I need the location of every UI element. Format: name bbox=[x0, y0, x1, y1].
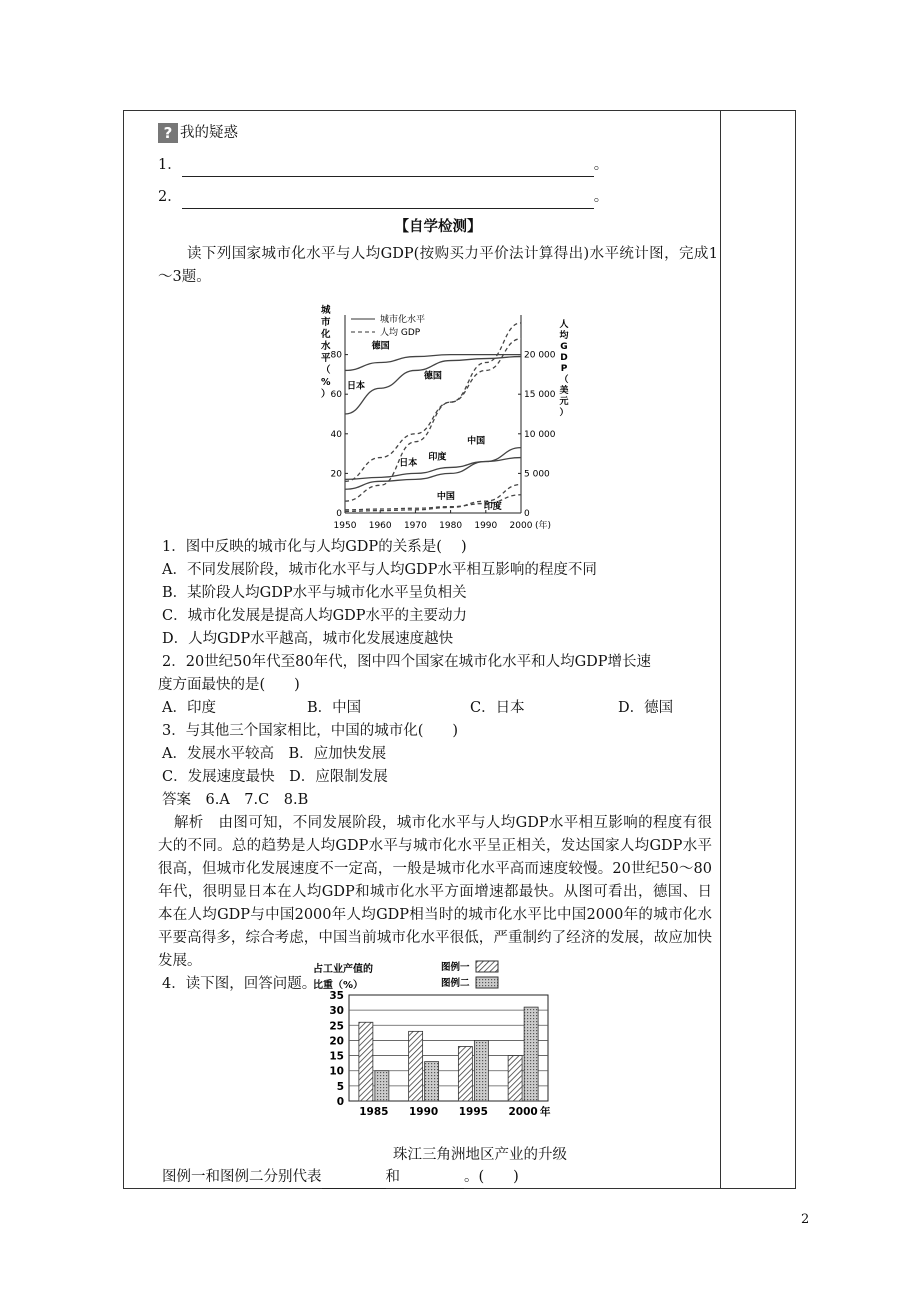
series-annotation: 中国 bbox=[467, 436, 486, 447]
x-tick-label: 1960 bbox=[368, 521, 392, 531]
question-2: 2．20世纪50年代至80年代，图中四个国家在城市化水平和人均GDP增长速 bbox=[162, 654, 652, 670]
fill-question: 图例一和图例二分别代表 和 。( ) bbox=[162, 1166, 519, 1189]
bar bbox=[375, 1071, 389, 1101]
y-axis-label-right-char: （ bbox=[559, 375, 569, 385]
y-axis-label-left-char: 水 bbox=[321, 341, 331, 352]
series-annotation: 德国 bbox=[423, 371, 442, 382]
legend-swatch-1 bbox=[476, 961, 498, 972]
legend-gdp: 人均 GDP bbox=[380, 328, 421, 338]
bar bbox=[409, 1031, 423, 1101]
chart2-bars bbox=[359, 1007, 538, 1101]
option: C．发展速度最快 D．应限制发展 bbox=[162, 769, 388, 785]
option: C．城市化发展是提高人均GDP水平的主要动力 bbox=[162, 608, 468, 624]
question-icon: ? bbox=[158, 123, 178, 143]
y-tick-label: 25 bbox=[329, 1020, 344, 1033]
y-axis-label-right-char: 人 bbox=[559, 320, 569, 330]
y-axis-label-left-char: % bbox=[321, 377, 331, 388]
question-2-cont: 度方面最快的是( ) bbox=[158, 677, 300, 693]
page-number: 2 bbox=[801, 1212, 810, 1227]
analysis-text: 解析 由图可知，不同发展阶段，城市化水平与人均GDP水平相互影响的程度有很大的不同。总的趋势是人均GDP水平与城市化水平呈正相关，发达国家人均GDP水平很高，但城市化发展速度不一定高，一般是城市化水平高而速度较慢。20世纪50～80年代，很明显日本在人均GDP和城市化水平方面增速都最快。从图可看出，德国、日本在人均GDP与中国2000年人均GDP相当时的城市化水平比中国2000年的城市化水平要高得多，综合考虑，中国当前城市化水平很低，严重制约了经济的发展，故应加快发展。 bbox=[158, 815, 712, 969]
y-tick-label: 0 bbox=[336, 1096, 344, 1108]
legend-label-1: 图例一 bbox=[441, 962, 470, 973]
series-line bbox=[345, 357, 521, 414]
x-tick-label: 1950 bbox=[333, 521, 357, 531]
y-tick-label-left: 40 bbox=[330, 429, 342, 440]
bar bbox=[474, 1040, 488, 1101]
x-tick-label: 1970 bbox=[403, 521, 427, 531]
y-axis-label: 占工业产值的 bbox=[313, 964, 373, 975]
series-annotation: 中国 bbox=[436, 492, 455, 503]
y-tick-label-left: 60 bbox=[330, 390, 342, 401]
y-tick-label-right: 5 000 bbox=[524, 469, 550, 480]
bar bbox=[425, 1062, 439, 1101]
y-tick-label: 30 bbox=[329, 1005, 344, 1018]
y-axis-label-left-char: 市 bbox=[321, 317, 331, 328]
y-axis-label: 比重（%） bbox=[313, 980, 364, 991]
x-tick-label: 1990 bbox=[474, 521, 498, 531]
industry-bar-chart bbox=[305, 958, 565, 1120]
y-axis-label-right-char: 均 bbox=[559, 331, 569, 341]
bar bbox=[359, 1022, 373, 1101]
content bbox=[158, 118, 718, 289]
y-tick-label-left: 20 bbox=[330, 469, 342, 480]
doubt-line-1: 1． 。 bbox=[158, 154, 718, 177]
intro-text: 读下列国家城市化水平与人均GDP(按购买力平价法计算得出)水平统计图，完成1～3题。 bbox=[158, 246, 718, 285]
y-axis-label-right-char: P bbox=[560, 364, 568, 374]
y-tick-label-right: 0 bbox=[524, 509, 530, 519]
question-1: 1．图中反映的城市化与人均GDP的关系是( ) bbox=[162, 539, 467, 555]
question-4: 4．读下图，回答问题。 bbox=[162, 976, 317, 992]
answer-blank[interactable] bbox=[182, 162, 594, 177]
y-tick-label-right: 20 000 bbox=[524, 350, 556, 361]
answer-blank[interactable] bbox=[182, 194, 594, 209]
answer-text: 答案 6.A 7.C 8.B bbox=[162, 792, 309, 808]
legend-swatch-2 bbox=[476, 977, 498, 988]
y-tick-label: 20 bbox=[329, 1035, 344, 1048]
y-axis-label-left-char: （ bbox=[321, 365, 331, 376]
question-2-options: A．印度 B．中国 C．日本 D．德国 bbox=[162, 700, 674, 716]
y-axis-label-left-char: 平 bbox=[321, 353, 331, 364]
question-3: 3．与其他三个国家相比，中国的城市化( ) bbox=[162, 723, 459, 739]
y-axis-label-left-char: 城 bbox=[321, 305, 331, 316]
y-tick-label-left: 80 bbox=[330, 350, 342, 361]
chart2-caption: 珠江三角洲地区产业的升级 bbox=[393, 1147, 567, 1163]
x-tick-label: 2000 bbox=[508, 1106, 538, 1118]
y-tick-label: 35 bbox=[329, 990, 344, 1002]
y-tick-label: 5 bbox=[336, 1080, 344, 1093]
y-tick-label-right: 10 000 bbox=[524, 429, 556, 440]
y-tick-label: 10 bbox=[329, 1065, 344, 1078]
doubt-line-2: 2． 。 bbox=[158, 186, 718, 209]
y-axis-label-right-char: G bbox=[560, 342, 568, 352]
y-axis-label-left-char: 化 bbox=[321, 329, 331, 340]
series-annotation: 印度 bbox=[483, 502, 502, 513]
y-axis-label-right-char: ） bbox=[559, 408, 569, 418]
x-unit-label: 年 bbox=[540, 1106, 551, 1118]
legend-label-2: 图例二 bbox=[441, 978, 470, 989]
y-tick-label-left: 0 bbox=[336, 509, 342, 519]
doubts-heading: ? 我的疑惑 bbox=[158, 122, 718, 145]
x-tick-label: 1985 bbox=[359, 1106, 389, 1118]
y-axis-label-left-char: ） bbox=[321, 389, 331, 400]
series-annotation: 日本 bbox=[399, 458, 418, 469]
fill-blank-2[interactable] bbox=[400, 1174, 464, 1189]
x-unit-label: (年) bbox=[534, 521, 552, 531]
option: B．某阶段人均GDP水平与城市化水平呈负相关 bbox=[162, 585, 467, 601]
y-axis-label-right-char: 元 bbox=[559, 397, 569, 407]
option: D．人均GDP水平越高，城市化发展速度越快 bbox=[162, 631, 454, 647]
x-tick-label: 1995 bbox=[458, 1106, 488, 1118]
y-axis-label-right-char: D bbox=[560, 353, 568, 363]
series-annotation: 德国 bbox=[371, 341, 390, 352]
option: A．发展水平较高 B．应加快发展 bbox=[162, 746, 387, 762]
y-tick-label-right: 15 000 bbox=[524, 390, 556, 401]
bar bbox=[524, 1007, 538, 1101]
y-tick-label: 15 bbox=[329, 1050, 344, 1063]
x-tick-label: 2000 bbox=[509, 521, 533, 531]
option: A．不同发展阶段，城市化水平与人均GDP水平相互影响的程度不同 bbox=[162, 562, 597, 578]
urbanization-gdp-chart bbox=[321, 305, 569, 540]
series-annotation: 日本 bbox=[347, 381, 366, 392]
y-axis-label-right-char: 美 bbox=[559, 386, 569, 396]
x-tick-label: 1980 bbox=[439, 521, 463, 531]
x-tick-label: 1990 bbox=[409, 1106, 439, 1118]
side-column bbox=[720, 110, 796, 1189]
section-title: 【自学检测】 bbox=[394, 218, 482, 235]
series-line bbox=[345, 355, 521, 371]
bar bbox=[458, 1046, 472, 1101]
questions-block bbox=[158, 536, 720, 996]
bar bbox=[508, 1056, 522, 1101]
series-annotation: 印度 bbox=[428, 452, 447, 463]
legend-city: 城市化水平 bbox=[380, 315, 426, 325]
fill-blank-1[interactable] bbox=[322, 1174, 386, 1189]
chart1-labels bbox=[320, 304, 569, 531]
